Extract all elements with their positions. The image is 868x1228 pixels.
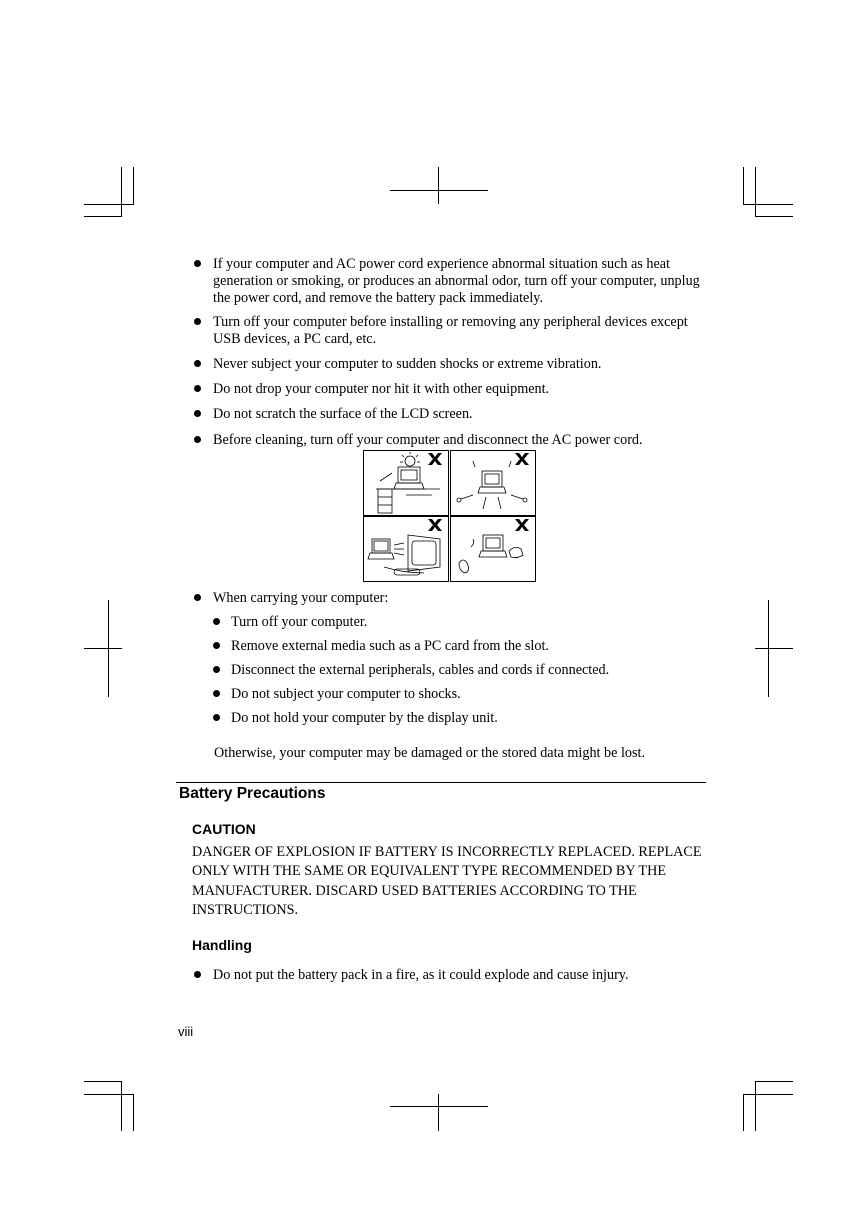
sub-bullet-turn-off: Turn off your computer.	[231, 614, 701, 631]
bullet-cleaning: Before cleaning, turn off your computer and disconnect the AC power cord.	[213, 432, 708, 449]
illustration-liquid	[450, 516, 536, 582]
sub-bullet-disconnect: Disconnect the external peripherals, cables and cords if connected.	[231, 662, 701, 679]
bullet-shocks: Never subject your computer to sudden shocks or extreme vibration.	[213, 356, 708, 373]
sub-bullet-no-shocks: Do not subject your computer to shocks.	[231, 686, 701, 703]
illustration-magnetic-field	[363, 516, 449, 582]
caution-heading: CAUTION	[192, 821, 256, 837]
handling-heading: Handling	[192, 937, 252, 953]
sub-bullet-remove-media: Remove external media such as a PC card from the slot.	[231, 638, 701, 655]
bullet-peripheral-devices: Turn off your computer before installing or removing any peripheral devices except USB devices, a PC card, etc.	[213, 314, 708, 348]
section-divider	[176, 782, 706, 783]
sub-bullet-display-unit: Do not hold your computer by the display unit.	[231, 710, 701, 727]
bullet-abnormal-situation: If your computer and AC power cord experience abnormal situation such as heat generation or smoking, or produces an abnormal odor, turn off your computer, unplug the power cord, and remove the battery pack immediately.	[213, 256, 708, 307]
page-number: viii	[178, 1024, 194, 1039]
bullet-drop: Do not drop your computer nor hit it with other equipment.	[213, 381, 708, 398]
bullet-battery-fire: Do not put the battery pack in a fire, as it could explode and cause injury.	[213, 967, 708, 984]
bullet-scratch: Do not scratch the surface of the LCD screen.	[213, 406, 708, 423]
illustration-sunlight	[363, 450, 449, 516]
bullet-carrying-intro: When carrying your computer:	[213, 590, 708, 607]
illustration-dropped-objects	[450, 450, 536, 516]
carrying-note: Otherwise, your computer may be damaged or the stored data might be lost.	[214, 745, 646, 761]
section-title-battery: Battery Precautions	[179, 785, 326, 802]
caution-text: DANGER OF EXPLOSION IF BATTERY IS INCORRECTLY REPLACED. REPLACE ONLY WITH THE SAME OR EQUIVALENT TYPE RECOMMENDED BY THE MANUFACTURER. DISCARD USED BATTERIES ACCORDING TO THE INSTRUCTIONS.	[192, 844, 702, 919]
